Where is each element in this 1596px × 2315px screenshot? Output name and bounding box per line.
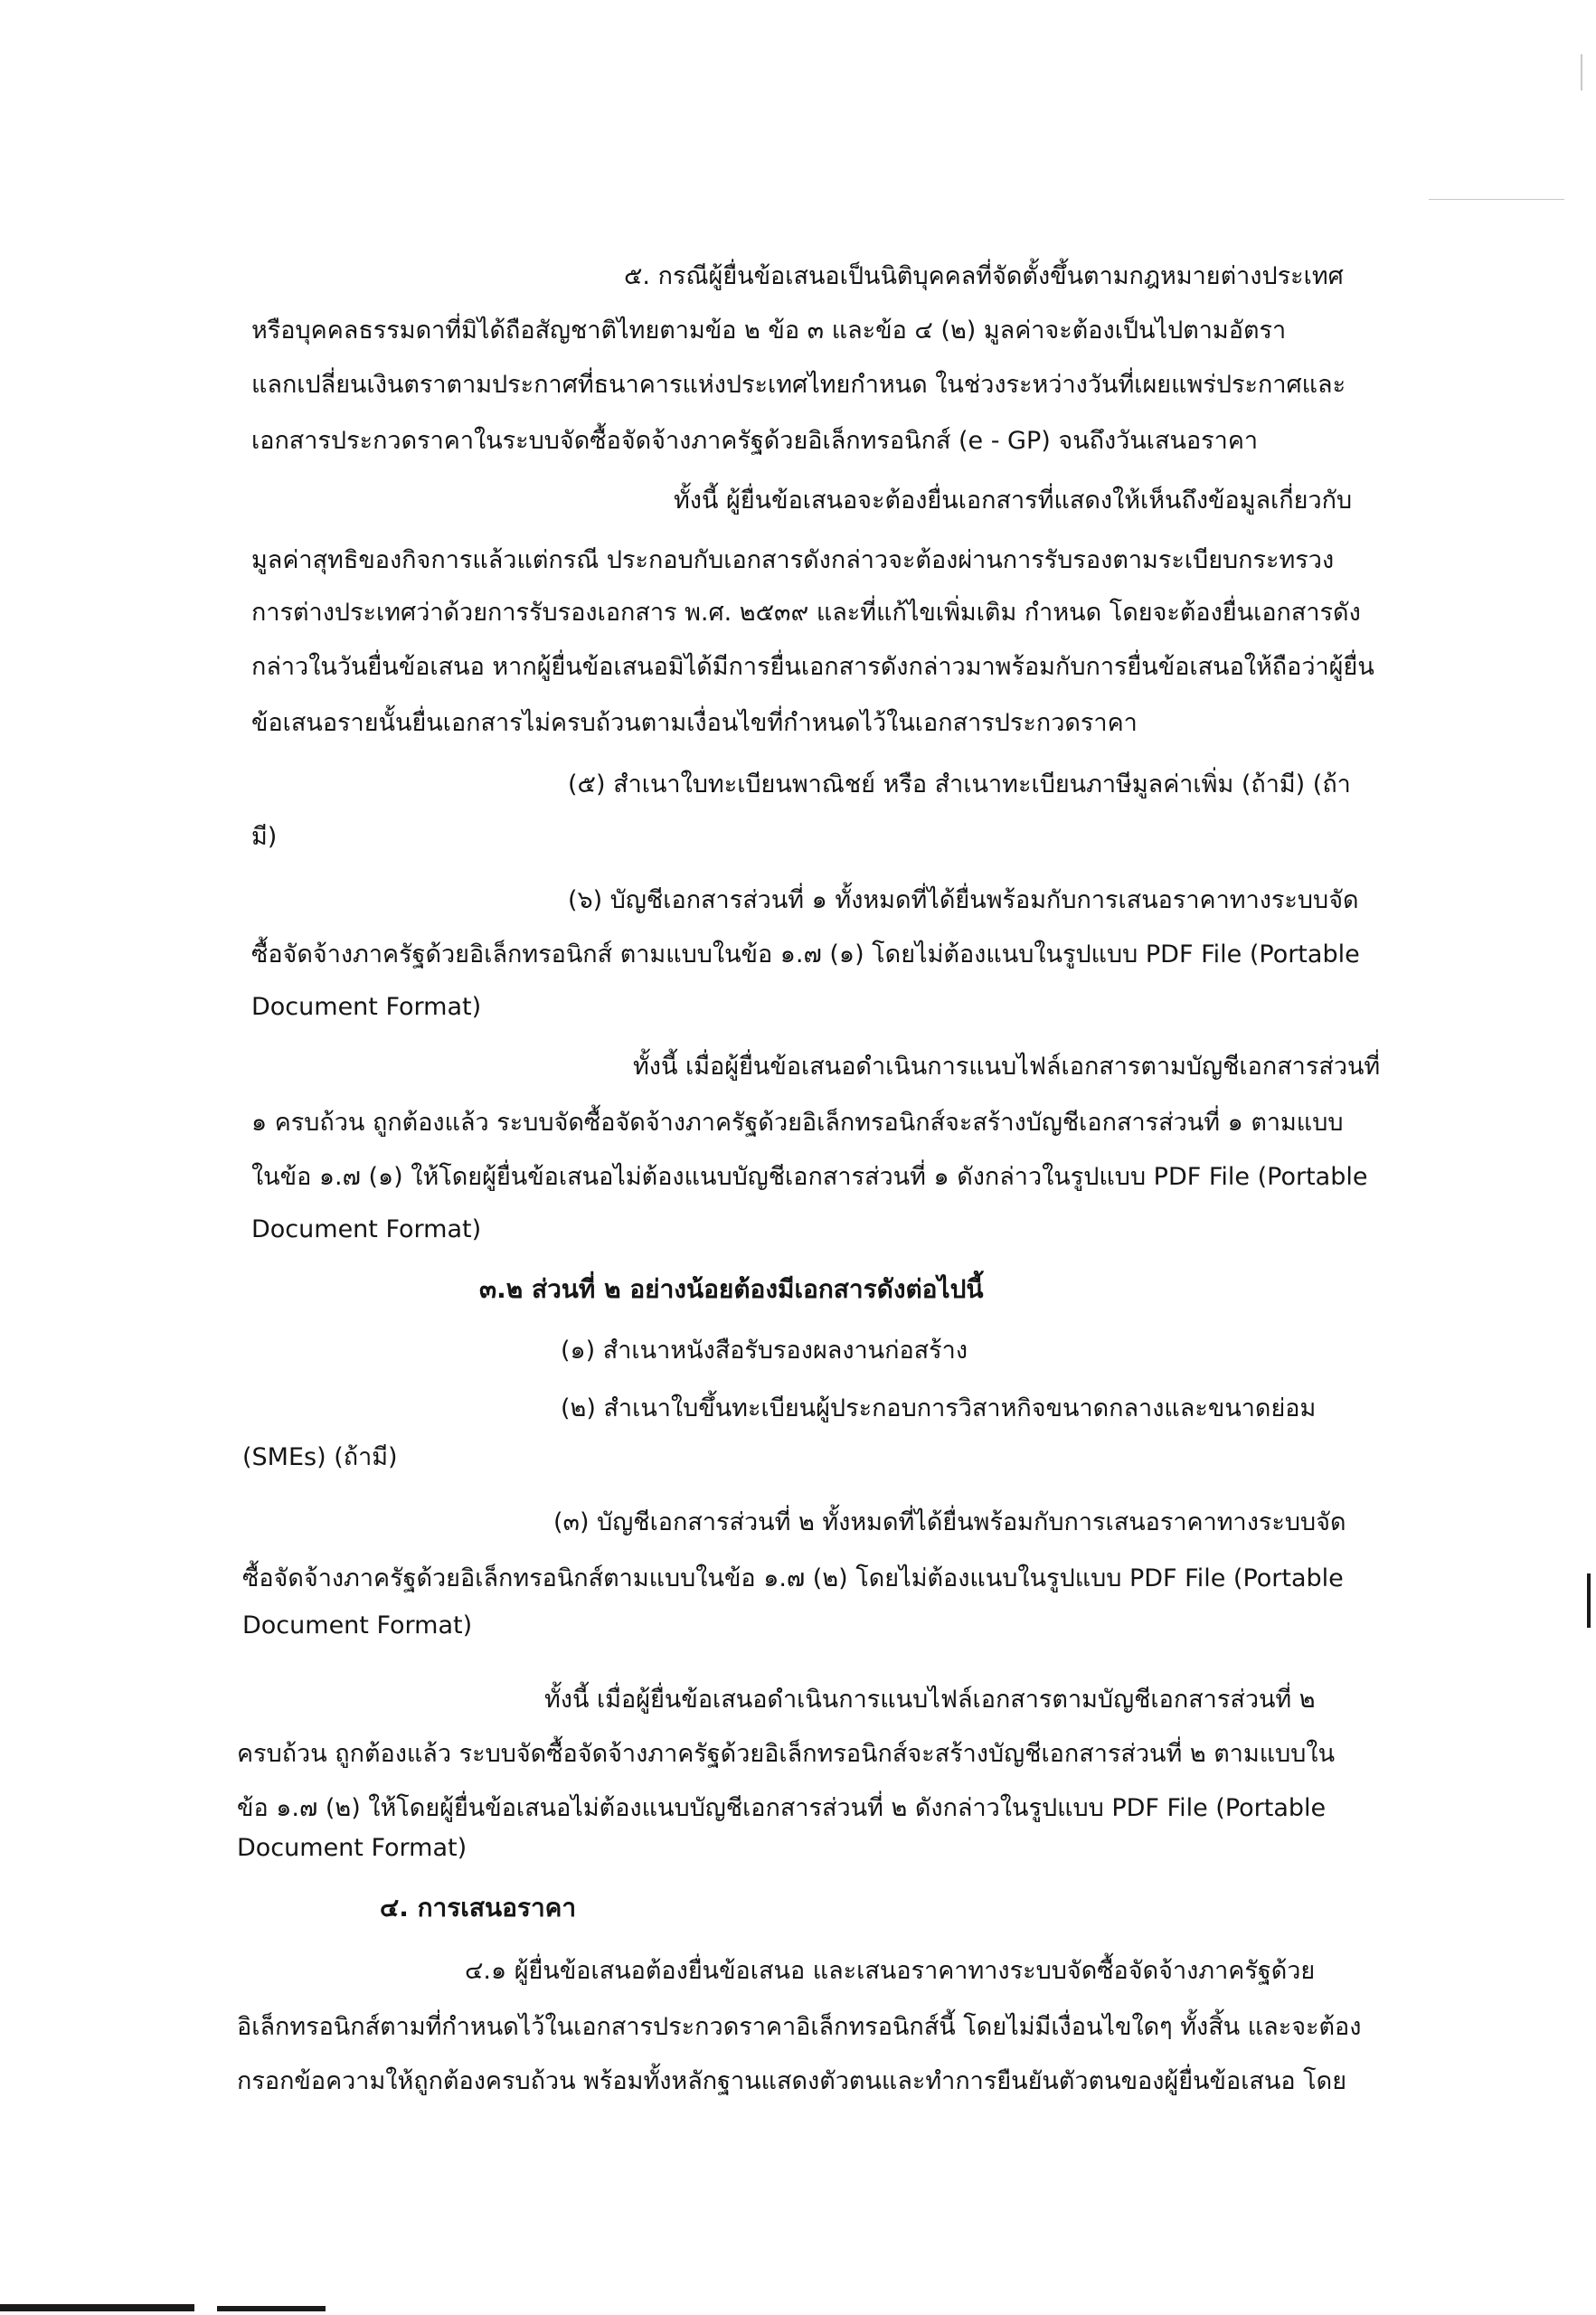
note-first-line: ทั้งนี้ ผู้ยื่นข้อเสนอจะต้องยื่นเอกสารที่แสดงให้เห็นถึงข้อมูลเกี่ยวกับ <box>674 487 1353 515</box>
note-line: มูลค่าสุทธิของกิจการแล้วแต่กรณี ประกอบกับเอกสารดังกล่าวจะต้องผ่านการรับรองตามระเบียบกระทรวง <box>251 546 1335 574</box>
section-3-2-item-2: (๒) สำเนาใบขึ้นทะเบียนผู้ประกอบการวิสาหกิจขนาดกลางและขนาดย่อม <box>561 1394 1317 1422</box>
scan-edge-mark <box>1587 1573 1591 1628</box>
note-line: กล่าวในวันยื่นข้อเสนอ หากผู้ยื่นข้อเสนอมิได้มีการยื่นเอกสารดังกล่าวมาพร้อมกับการยื่นข้อเสนอให้ถือว่าผู้ยื่น <box>251 653 1374 681</box>
section-4-1-line: อิเล็กทรอนิกส์ตามที่กำหนดไว้ในเอกสารประกวดราคาอิเล็กทรอนิกส์นี้ โดยไม่มีเงื่อนไขใดๆ ทั้งสิ้น และจะต้อง <box>237 2013 1362 2041</box>
note-2-line: ในข้อ ๑.๗ (๑) ให้โดยผู้ยื่นข้อเสนอไม่ต้องแนบบัญชีเอกสารส่วนที่ ๑ ดังกล่าวในรูปแบบ PDF File (Portable <box>251 1163 1368 1191</box>
note-3-line: ครบถ้วน ถูกต้องแล้ว ระบบจัดซื้อจัดจ้างภาครัฐด้วยอิเล็กทรอนิกส์จะสร้างบัญชีเอกสารส่วนที่ ๒ ตามแบบใน <box>237 1740 1336 1768</box>
note-3-first-line: ทั้งนี้ เมื่อผู้ยื่นข้อเสนอดำเนินการแนบไฟล์เอกสารตามบัญชีเอกสารส่วนที่ ๒ <box>544 1686 1316 1714</box>
paragraph-5-line: แลกเปลี่ยนเงินตราตามประกาศที่ธนาคารแห่งประเทศไทยกำหนด ในช่วงระหว่างวันที่เผยแพร่ประกาศและ <box>251 371 1346 399</box>
note-2-first-line: ทั้งนี้ เมื่อผู้ยื่นข้อเสนอดำเนินการแนบไฟล์เอกสารตามบัญชีเอกสารส่วนที่ <box>633 1053 1381 1081</box>
paragraph-5-first-line: ๕. กรณีผู้ยื่นข้อเสนอเป็นนิติบุคคลที่จัดตั้งขึ้นตามกฎหมายต่างประเทศ <box>624 262 1344 290</box>
section-3-2-item-3-cont: Document Format) <box>242 1611 473 1639</box>
section-4-1-line: กรอกข้อความให้ถูกต้องครบถ้วน พร้อมทั้งหลักฐานแสดงตัวตนและทำการยืนยันตัวตนของผู้ยื่นข้อเสนอ โดย <box>237 2067 1347 2095</box>
note-2-line: Document Format) <box>251 1215 482 1243</box>
scan-edge-mark <box>1581 54 1582 90</box>
paragraph-5-line: หรือบุคคลธรรมดาที่มิได้ถือสัญชาติไทยตามข้อ ๒ ข้อ ๓ และข้อ ๔ (๒) มูลค่าจะต้องเป็นไปตามอัตรา <box>251 317 1287 345</box>
section-4-1-first-line: ๔.๑ ผู้ยื่นข้อเสนอต้องยื่นข้อเสนอ และเสนอราคาทางระบบจัดซื้อจัดจ้างภาครัฐด้วย <box>465 1957 1316 1985</box>
item-5-line: มี) <box>251 823 278 851</box>
section-3-2-item-2-cont: (SMEs) (ถ้ามี) <box>242 1443 398 1471</box>
note-line: การต่างประเทศว่าด้วยการรับรองเอกสาร พ.ศ. ๒๕๓๙ และที่แก้ไขเพิ่มเติม กำหนด โดยจะต้องยื่นเอกสารดัง <box>251 599 1361 627</box>
scan-edge-mark <box>217 2306 326 2311</box>
section-4-heading: ๔. การเสนอราคา <box>380 1893 577 1923</box>
item-6-line: ซื้อจัดจ้างภาครัฐด้วยอิเล็กทรอนิกส์ ตามแบบในข้อ ๑.๗ (๑) โดยไม่ต้องแนบในรูปแบบ PDF File (Portable <box>251 940 1360 969</box>
scan-edge-mark <box>1429 199 1564 200</box>
section-3-2-item-1: (๑) สำเนาหนังสือรับรองผลงานก่อสร้าง <box>561 1337 968 1365</box>
item-6-line: Document Format) <box>251 993 482 1021</box>
note-3-line: Document Format) <box>237 1834 467 1862</box>
note-line: ข้อเสนอรายนั้นยื่นเอกสารไม่ครบถ้วนตามเงื่อนไขที่กำหนดไว้ในเอกสารประกวดราคา <box>251 709 1138 737</box>
section-3-2-item-3-cont: ซื้อจัดจ้างภาครัฐด้วยอิเล็กทรอนิกส์ตามแบบในข้อ ๑.๗ (๒) โดยไม่ต้องแนบในรูปแบบ PDF File (Portable <box>242 1564 1344 1592</box>
section-3-2-item-3: (๓) บัญชีเอกสารส่วนที่ ๒ ทั้งหมดที่ได้ยื่นพร้อมกับการเสนอราคาทางระบบจัด <box>553 1508 1346 1536</box>
note-3-line: ข้อ ๑.๗ (๒) ให้โดยผู้ยื่นข้อเสนอไม่ต้องแนบบัญชีเอกสารส่วนที่ ๒ ดังกล่าวในรูปแบบ PDF File (Portable <box>237 1794 1327 1822</box>
item-6-line: (๖) บัญชีเอกสารส่วนที่ ๑ ทั้งหมดที่ได้ยื่นพร้อมกับการเสนอราคาทางระบบจัด <box>568 886 1359 914</box>
paragraph-5-line: เอกสารประกวดราคาในระบบจัดซื้อจัดจ้างภาครัฐด้วยอิเล็กทรอนิกส์ (e - GP) จนถึงวันเสนอราคา <box>251 427 1259 455</box>
scan-edge-mark <box>0 2304 194 2311</box>
note-2-line: ๑ ครบถ้วน ถูกต้องแล้ว ระบบจัดซื้อจัดจ้างภาครัฐด้วยอิเล็กทรอนิกส์จะสร้างบัญชีเอกสารส่วนที่ ๑ ตามแบบ <box>251 1109 1344 1137</box>
section-3-2-heading: ๓.๒ ส่วนที่ ๒ อย่างน้อยต้องมีเอกสารดังต่อไปนี้ <box>479 1274 984 1304</box>
item-5-line: (๕) สำเนาใบทะเบียนพาณิชย์ หรือ สำเนาทะเบียนภาษีมูลค่าเพิ่ม (ถ้ามี) (ถ้า <box>568 770 1351 798</box>
